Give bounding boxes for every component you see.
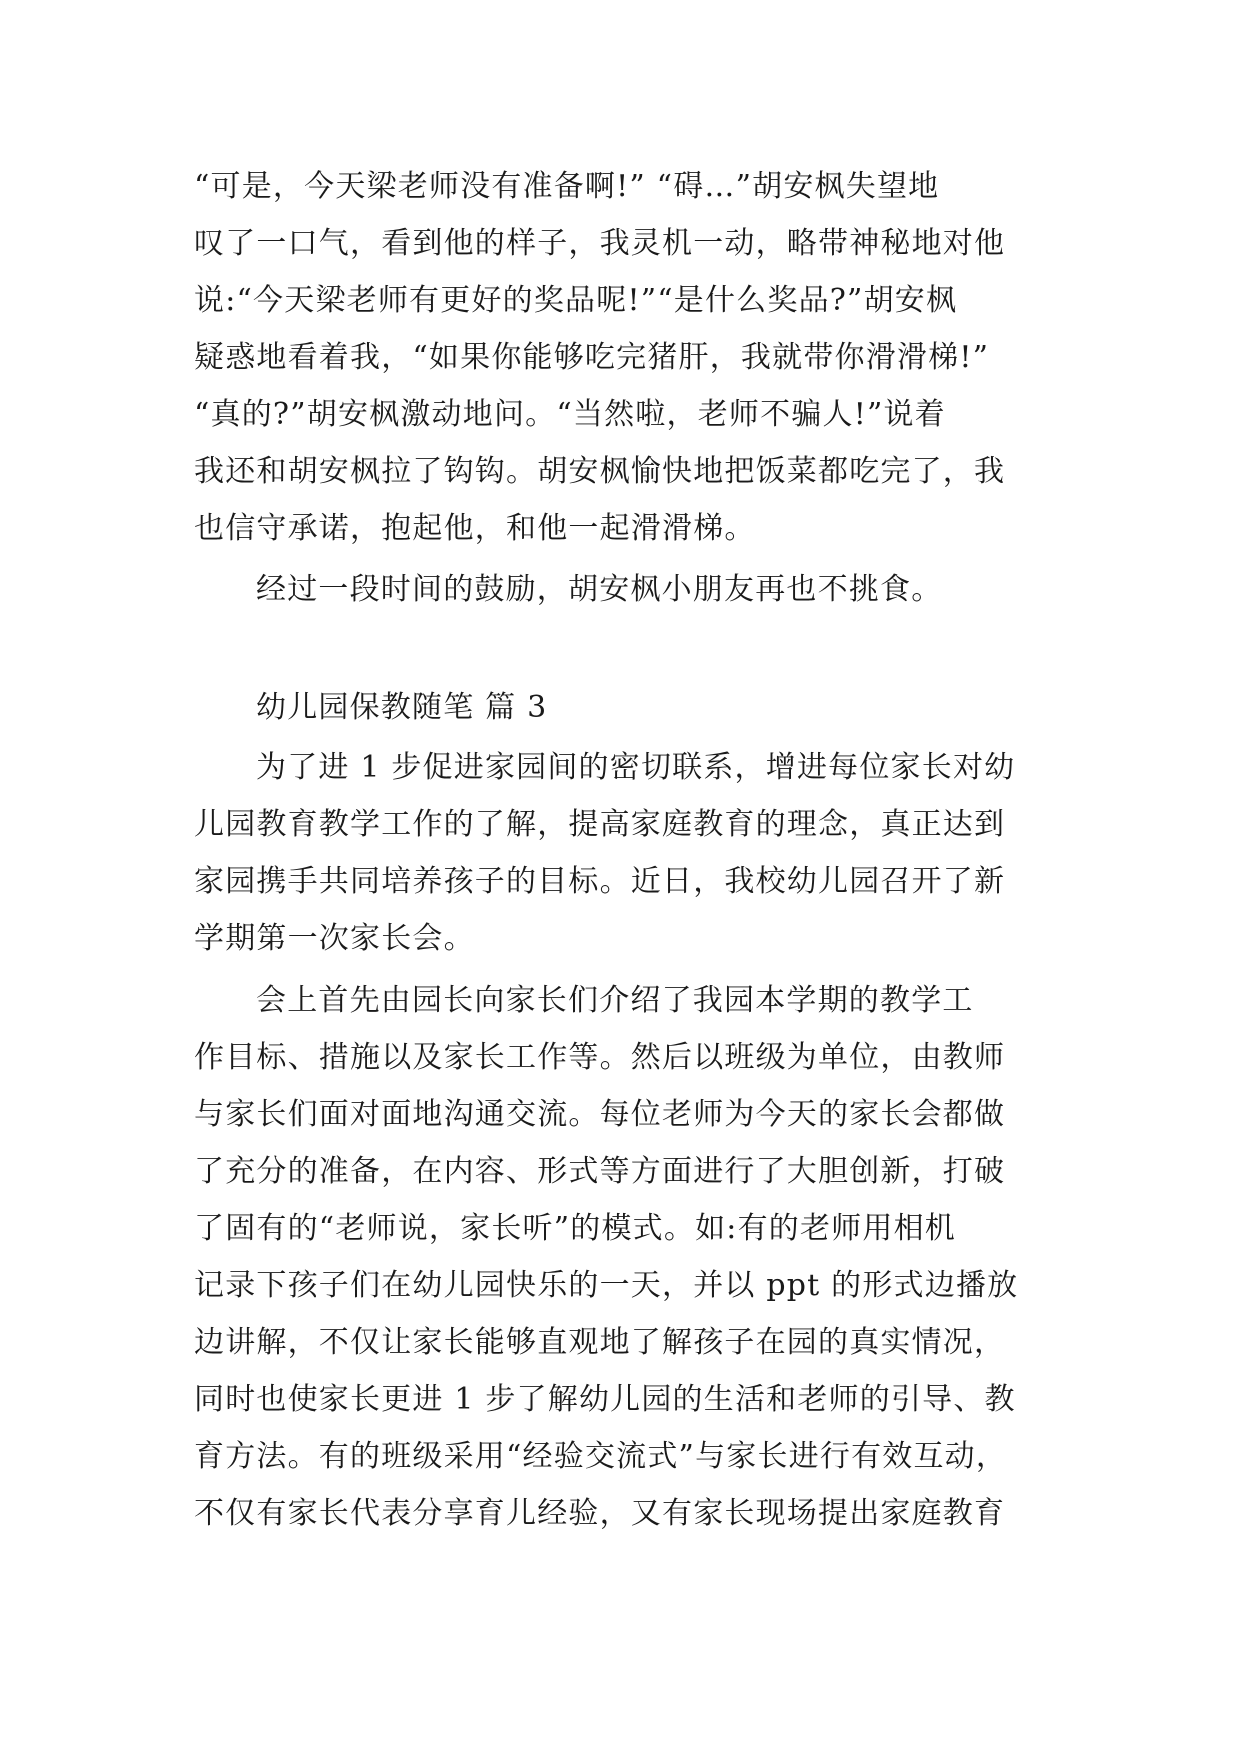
paragraph-line: “真的?”胡安枫激动地问。“当然啦，老师不骗人!”说着 xyxy=(194,397,946,432)
paragraph-line: 了固有的“老师说，家长听”的模式。如:有的老师用相机 xyxy=(194,1211,956,1246)
paragraph-line: 家园携手共同培养孩子的目标。近日，我校幼儿园召开了新 xyxy=(194,864,1006,899)
paragraph-line: 儿园教育教学工作的了解，提高家庭教育的理念，真正达到 xyxy=(194,807,1006,842)
paragraph-line: 我还和胡安枫拉了钩钩。胡安枫愉快地把饭菜都吃完了，我 xyxy=(194,454,1006,489)
paragraph-line: 了充分的准备，在内容、形式等方面进行了大胆创新，打破 xyxy=(194,1154,1006,1189)
paragraph-line: 说:“今天梁老师有更好的奖品呢!”“是什么奖品?”胡安枫 xyxy=(194,283,958,318)
paragraph-line: 也信守承诺，抱起他，和他一起滑滑梯。 xyxy=(194,511,756,546)
paragraph-line: 学期第一次家长会。 xyxy=(194,921,475,956)
paragraph-line: 记录下孩子们在幼儿园快乐的一天，并以 ppt 的形式边播放 xyxy=(194,1268,1019,1303)
paragraph-line: 同时也使家长更进 1 步了解幼儿园的生活和老师的引导、教 xyxy=(194,1382,1016,1417)
paragraph-line: 疑惑地看着我，“如果你能够吃完猪肝，我就带你滑滑梯!” xyxy=(194,340,990,375)
paragraph-line: 不仅有家长代表分享育儿经验，又有家长现场提出家庭教育 xyxy=(194,1496,1006,1531)
paragraph-line: 会上首先由园长向家长们介绍了我园本学期的教学工 xyxy=(256,983,974,1018)
paragraph-line: “可是，今天梁老师没有准备啊!” “碍…”胡安枫失望地 xyxy=(194,169,940,204)
paragraph-line: 经过一段时间的鼓励，胡安枫小朋友再也不挑食。 xyxy=(256,572,943,607)
paragraph-line: 育方法。有的班级采用“经验交流式”与家长进行有效互动， xyxy=(194,1439,1008,1474)
paragraph-line: 叹了一口气，看到他的样子，我灵机一动，略带神秘地对他 xyxy=(194,226,1006,261)
paragraph-line: 边讲解，不仅让家长能够直观地了解孩子在园的真实情况， xyxy=(194,1325,1006,1360)
section-heading: 幼儿园保教随笔 篇 3 xyxy=(256,690,548,725)
paragraph-line: 与家长们面对面地沟通交流。每位老师为今天的家长会都做 xyxy=(194,1097,1006,1132)
paragraph-line: 作目标、措施以及家长工作等。然后以班级为单位，由教师 xyxy=(194,1040,1006,1075)
paragraph-line: 为了进 1 步促进家园间的密切联系，增进每位家长对幼 xyxy=(256,750,1016,785)
